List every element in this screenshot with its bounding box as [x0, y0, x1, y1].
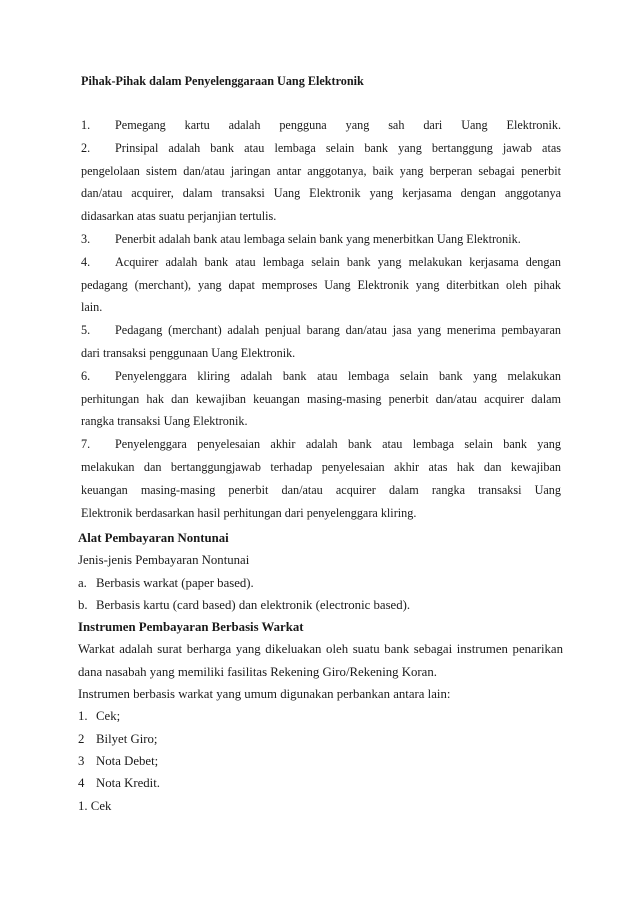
list-text: Pemegang kartu adalah pengguna yang sah dari Uang Elektronik.: [115, 118, 561, 132]
list-number: 2.: [81, 140, 91, 155]
list-item: [78, 728, 563, 750]
list-text: dan/atau acquirer, dalam transaksi Uang Elektronik yang kerjasama dengan anggotanya: [81, 186, 561, 201]
list-text: perhitungan hak dan kewajiban keuangan masing-masing penerbit dan/atau acquirer dalam: [81, 391, 561, 406]
list-text: Cek;: [96, 709, 121, 724]
list-line: [81, 228, 561, 251]
list-item: [78, 594, 563, 616]
list-text: Nota Debet;: [96, 753, 159, 768]
list-text: Prinsipal adalah bank atau lembaga selain bank yang bertanggung jawab atas: [115, 140, 561, 155]
list-number: 5.: [81, 323, 91, 338]
payment-section: [78, 527, 563, 817]
list-text: pedagang (merchant), yang dapat memproses Uang Elektronik yang diterbitkan oleh pihak: [81, 277, 561, 292]
list-label: 3: [78, 753, 85, 768]
list-line: [81, 433, 561, 456]
list-text: Berbasis kartu (card based) dan elektronik (electronic based).: [96, 597, 411, 612]
list-line: [81, 365, 561, 388]
paragraph-line: dana nasabah yang memiliki fasilitas Rekening Giro/Rekening Koran.: [78, 664, 437, 679]
list-text: Penyelenggara penyelesaian akhir adalah bank atau lembaga selain bank yang: [115, 437, 561, 452]
list-label: a.: [78, 575, 87, 590]
list-line: [81, 205, 561, 228]
list-line: [81, 160, 561, 183]
section-heading: Instrumen Pembayaran Berbasis Warkat: [78, 620, 304, 635]
list-text: lain.: [81, 300, 103, 315]
list-text: Penyelenggara kliring adalah bank atau lembaga selain bank yang melakukan: [115, 368, 561, 383]
list-label: 1.: [78, 709, 88, 724]
list-line: [81, 296, 561, 319]
list-item: [78, 750, 563, 772]
list-item: [78, 772, 563, 794]
list-number: 3.: [81, 231, 91, 246]
list-text: melakukan dan bertanggungjawab terhadap penyelesaian akhir atas hak dan kewajiban: [81, 459, 561, 474]
list-line: [81, 274, 561, 297]
list-line: [81, 456, 561, 479]
list-number: 4.: [81, 254, 91, 269]
list-text: dari transaksi penggunaan Uang Elektronik.: [81, 345, 296, 360]
list-line: [81, 319, 561, 342]
list-text: Acquirer adalah bank atau lembaga selain bank yang melakukan kerjasama dengan: [115, 254, 561, 269]
list-line: [81, 342, 561, 365]
list-label: 4: [78, 776, 85, 791]
section-title: Pihak-Pihak dalam Penyelenggaraan Uang Elektronik: [81, 74, 364, 88]
list-line: [81, 410, 561, 433]
subheading: Jenis-jenis Pembayaran Nontunai: [78, 553, 250, 568]
list-text: keuangan masing-masing penerbit dan/atau acquirer dalam rangka transaksi Uang: [81, 482, 561, 497]
list-line: [81, 137, 561, 160]
paragraph-line: 1. Cek: [78, 798, 112, 813]
list-text: Pedagang (merchant) adalah penjual barang dan/atau jasa yang menerima pembayaran: [115, 323, 561, 338]
list-text: Penerbit adalah bank atau lembaga selain bank yang menerbitkan Uang Elektronik.: [115, 231, 521, 246]
list-text: Berbasis warkat (paper based).: [96, 575, 254, 590]
list-item: [78, 705, 563, 727]
list-text: Bilyet Giro;: [96, 731, 158, 746]
list-text: Nota Kredit.: [96, 776, 160, 791]
list-text: pengelolaan sistem dan/atau jaringan antar anggotanya, baik yang berperan sebagai penerbit: [81, 163, 561, 178]
list-label: b.: [78, 597, 88, 612]
list-number: 6.: [81, 368, 91, 383]
list-text: Elektronik berdasarkan hasil perhitungan dari penyelenggara kliring.: [81, 505, 417, 520]
paragraph-line: Instrumen berbasis warkat yang umum digunakan perbankan antara lain:: [78, 687, 451, 702]
list-line: [81, 388, 561, 411]
parties-list: [81, 114, 561, 524]
list-label: 2: [78, 731, 85, 746]
list-text: didasarkan atas suatu perjanjian tertulis.: [81, 209, 277, 224]
list-line: [81, 182, 561, 205]
list-line: [81, 479, 561, 502]
list-number: 1.: [81, 118, 91, 132]
list-line: [81, 114, 561, 137]
list-line: [81, 251, 561, 274]
list-line: [81, 502, 561, 525]
paragraph-line: Warkat adalah surat berharga yang dikeluakan oleh suatu bank sebagai instrumen penarikan: [78, 642, 563, 657]
list-text: rangka transaksi Uang Elektronik.: [81, 414, 248, 429]
section-heading: Alat Pembayaran Nontunai: [78, 531, 229, 545]
list-item: [78, 572, 563, 594]
list-number: 7.: [81, 437, 91, 452]
